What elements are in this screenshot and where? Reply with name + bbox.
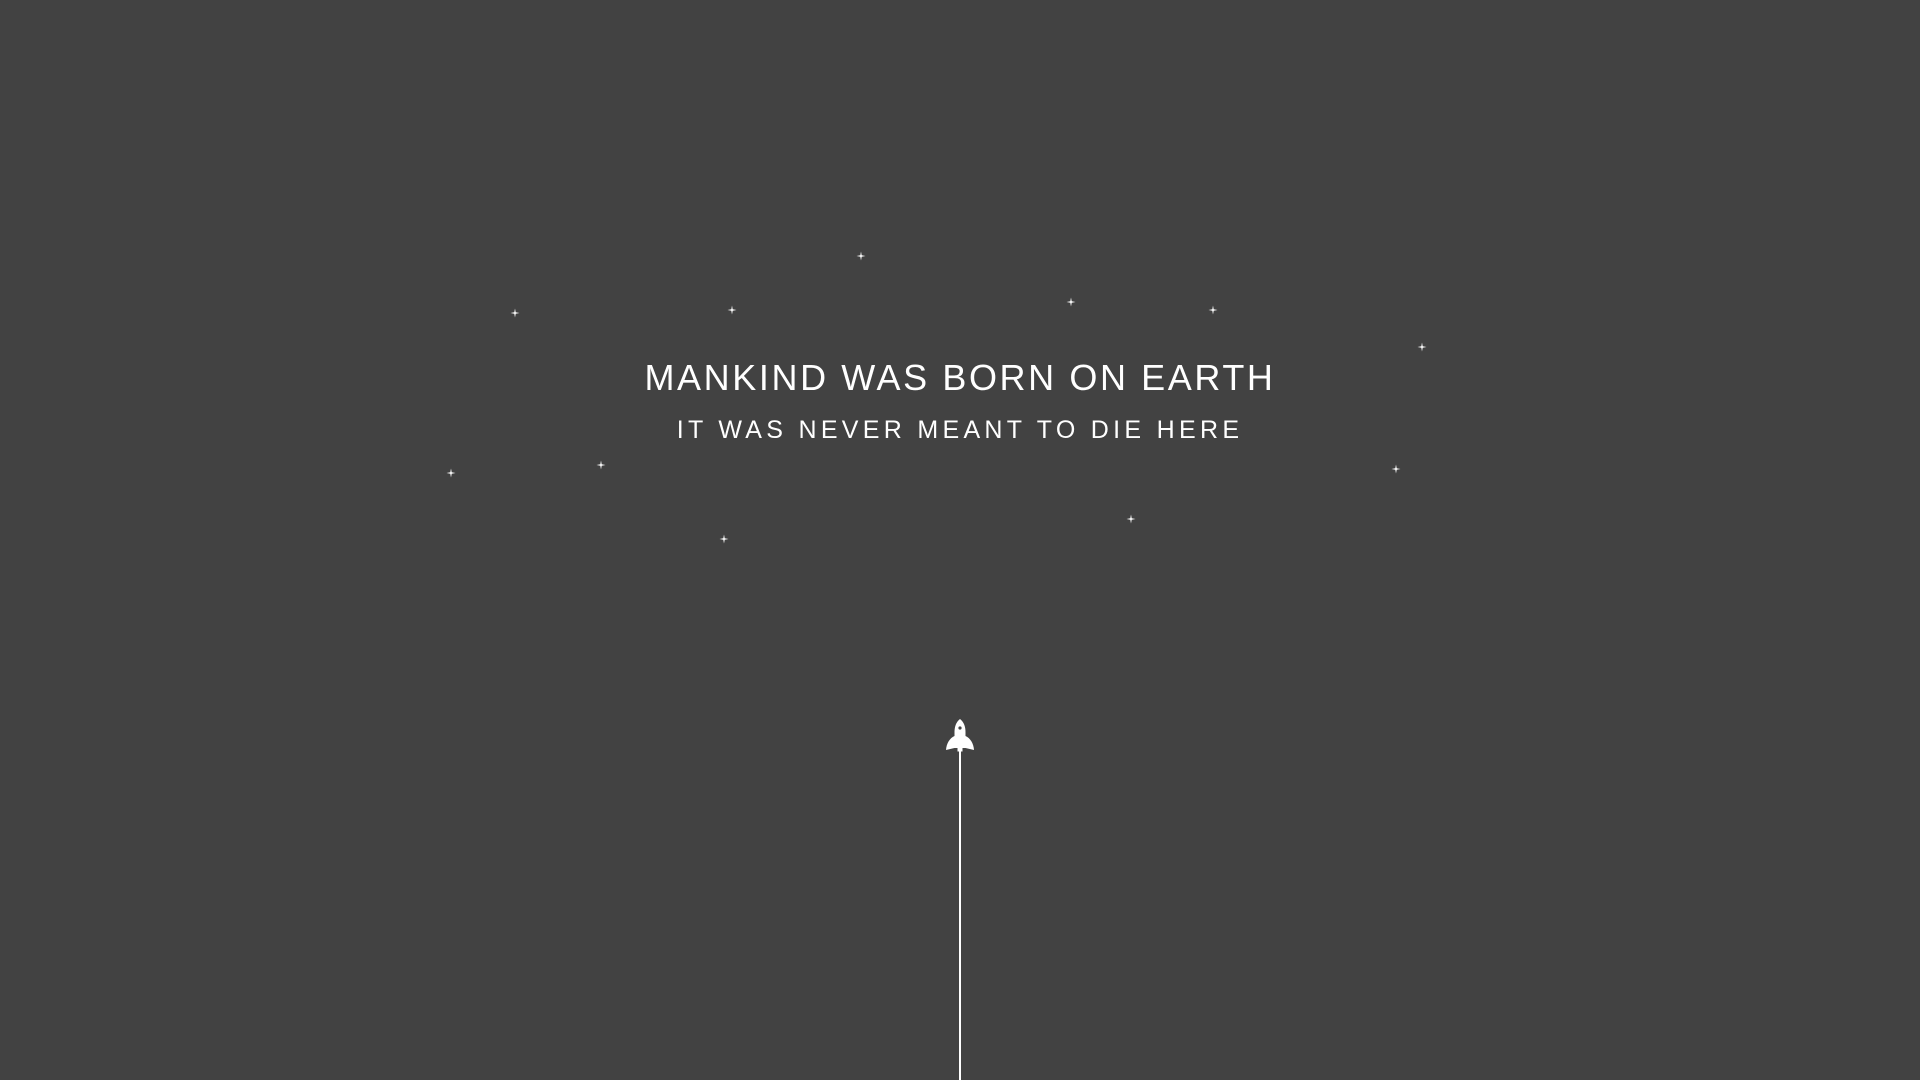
rocket-icon (945, 718, 975, 754)
star-icon (728, 306, 737, 315)
star-icon (1067, 298, 1076, 307)
star-icon (1418, 343, 1427, 352)
star-icon (857, 252, 866, 261)
star-icon (720, 535, 729, 544)
star-icon (597, 461, 606, 470)
star-icon (511, 309, 520, 318)
headline: MANKIND WAS BORN ON EARTH (644, 357, 1276, 398)
subline: IT WAS NEVER MEANT TO DIE HERE (676, 416, 1244, 444)
star-icon (1392, 465, 1401, 474)
star-icon (447, 469, 456, 478)
star-icon (1127, 515, 1136, 524)
rocket-trail (959, 750, 961, 1080)
star-icon (1209, 306, 1218, 315)
